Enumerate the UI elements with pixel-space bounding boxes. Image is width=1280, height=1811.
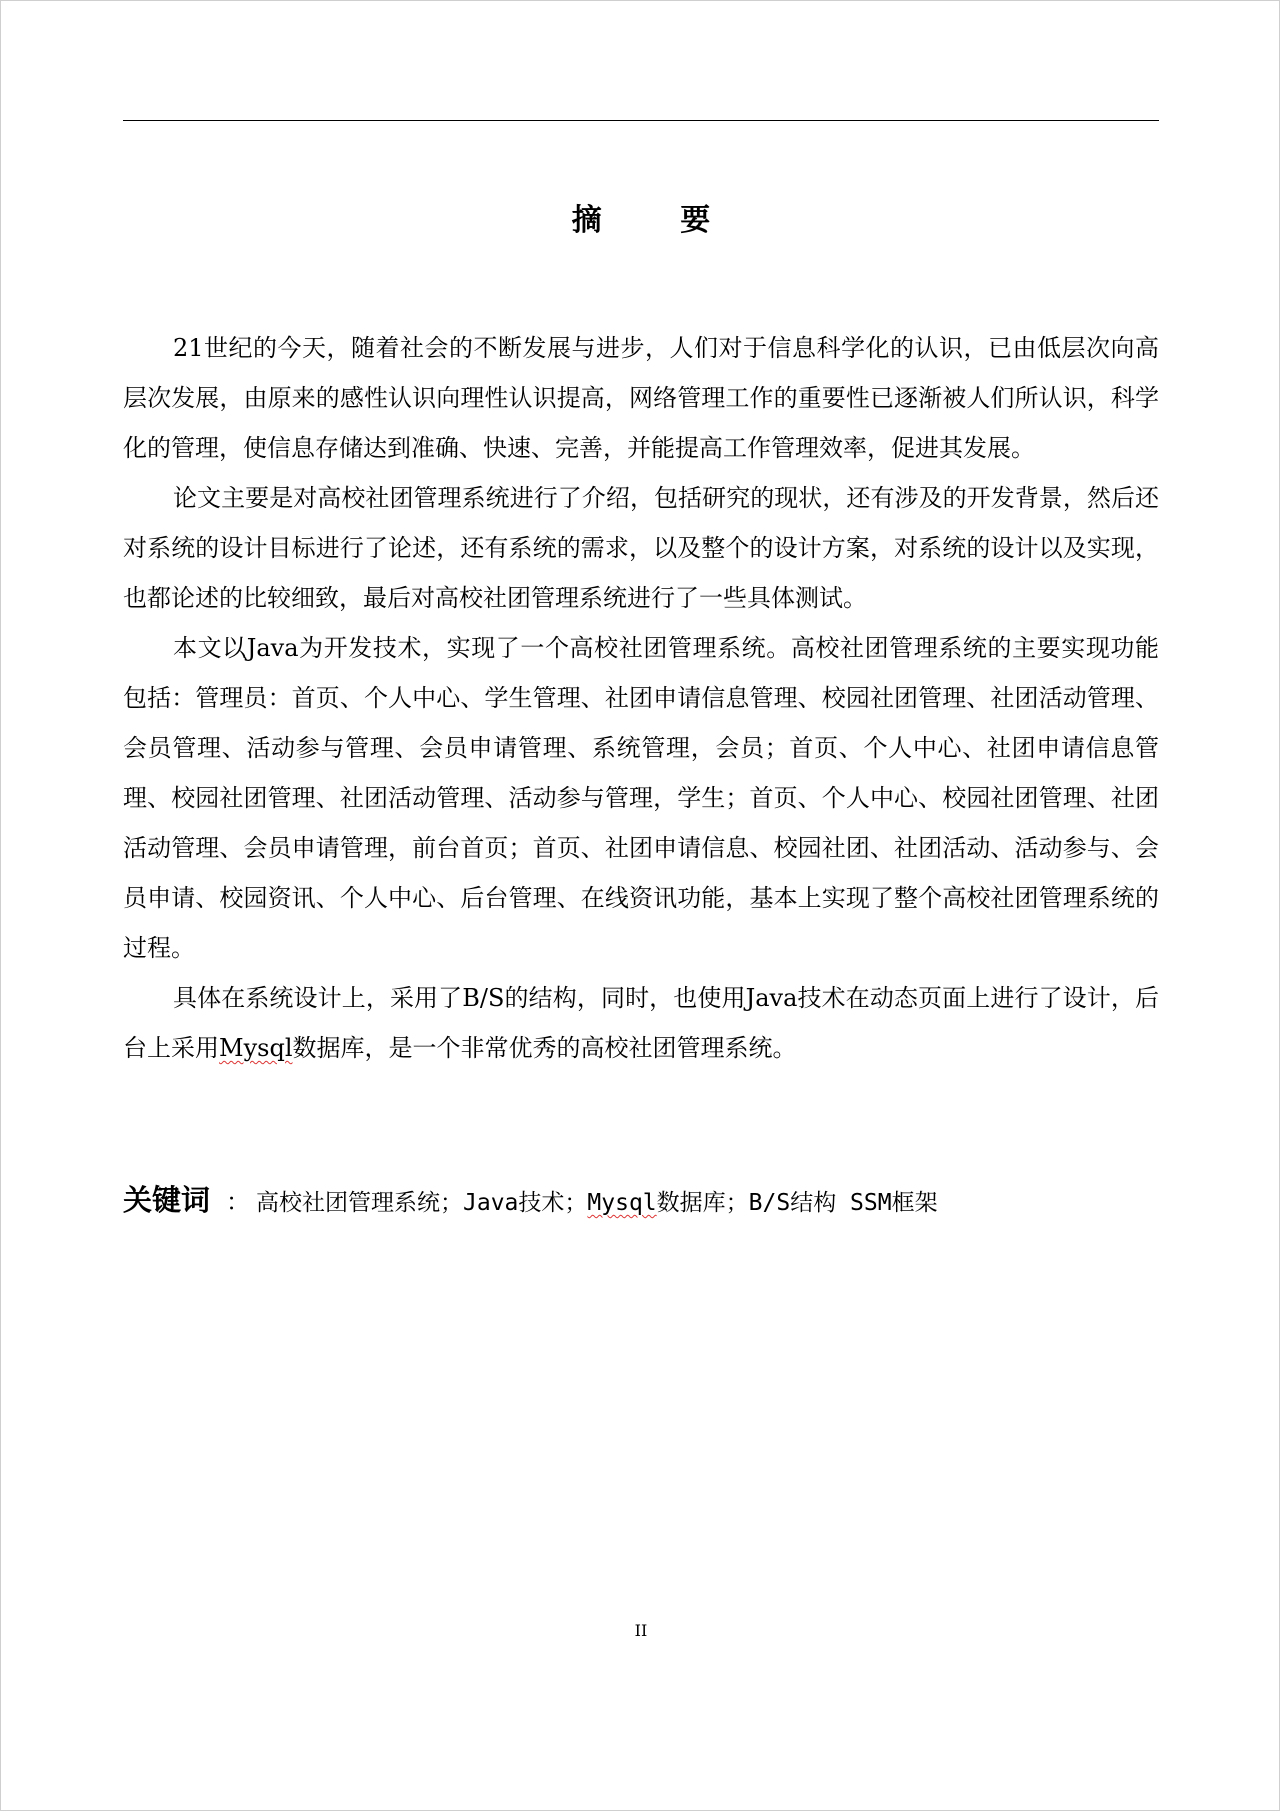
paragraph-1: 21世纪的今天，随着社会的不断发展与进步，人们对于信息科学化的认识，已由低层次向高层次发展，由原来的感性认识向理性认识提高，网络管理工作的重要性已逐渐被人们所认识，科学化的管理，使信息存储达到准确、快速、完善，并能提高工作管理效率，促进其发展。	[123, 334, 1159, 462]
paragraph-4-after: 数据库，是一个非常优秀的高校社团管理系统。	[292, 1034, 797, 1062]
keywords-line	[123, 1175, 1159, 1228]
keywords-part-2: 数据库；B/S结构 SSM框架	[656, 1190, 938, 1216]
header-rule	[123, 120, 1159, 121]
keywords-marked-word: Mysql	[587, 1190, 657, 1216]
keywords-separator: ：	[226, 1188, 251, 1216]
keywords-part-1: 高校社团管理系统；Java技术；	[256, 1190, 588, 1216]
abstract-body	[123, 323, 1159, 1073]
paragraph-4	[123, 973, 1159, 1073]
keywords-label: 关键词	[123, 1183, 211, 1217]
paragraph-2: 论文主要是对高校社团管理系统进行了介绍，包括研究的现状，还有涉及的开发背景，然后还对系统的设计目标进行了论述，还有系统的需求，以及整个的设计方案，对系统的设计以及实现，也都论述的比较细致，最后对高校社团管理系统进行了一些具体测试。	[123, 484, 1159, 612]
paragraph-3: 本文以Java为开发技术，实现了一个高校社团管理系统。高校社团管理系统的主要实现功能包括：管理员：首页、个人中心、学生管理、社团申请信息管理、校园社团管理、社团活动管理、会员管理、活动参与管理、会员申请管理、系统管理，会员；首页、个人中心、社团申请信息管理、校园社团管理、社团活动管理、活动参与管理，学生；首页、个人中心、校园社团管理、社团活动管理、会员申请管理，前台首页；首页、社团申请信息、校园社团、社团活动、活动参与、会员申请、校园资讯、个人中心、后台管理、在线资讯功能，基本上实现了整个高校社团管理系统的过程。	[123, 634, 1159, 962]
paragraph-4-before: 具体在系统设计上，采用了B/S的结构，同时，也使用Java技术在动态页面上进行了设计，后台上采用	[123, 984, 1159, 1062]
page-number: II	[634, 1621, 648, 1640]
abstract-title: 摘 要	[571, 203, 745, 238]
spellcheck-marked-word: Mysql	[219, 1034, 293, 1062]
